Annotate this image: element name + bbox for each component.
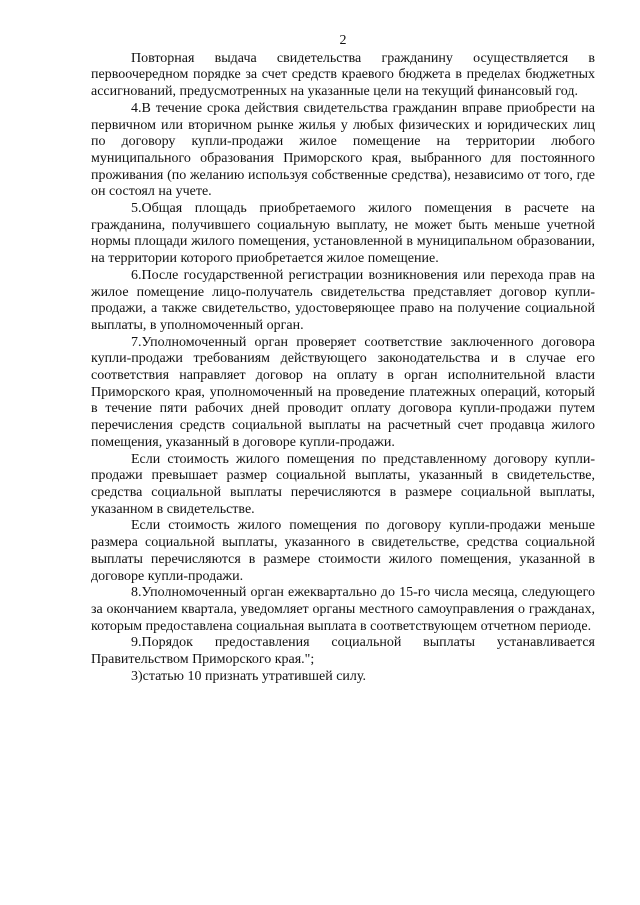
page-number: 2 — [339, 33, 347, 48]
paragraph-7-less: Если стоимость жилого помещения по договору купли-продажи меньше размера социальной выплаты, указанного в свидетельстве, средства социальной выплаты перечисляются в размере стоимости жилого помещения, указанной в договоре купли-продажи. — [91, 518, 595, 584]
paragraph-5: 5.Общая площадь приобретаемого жилого помещения в расчете на гражданина, получившего социальную выплату, не может быть меньше учетной нормы площади жилого помещения, установленной в муниципальном образовании, на территории которого приобретается жилое помещение. — [91, 201, 595, 267]
paragraph-7: 7.Уполномоченный орган проверяет соответствие заключенного договора купли-продажи требованиям действующего законодательства и в случае его соответствия направляет договор на оплату в орган исполнительной власти Приморского края, уполномоченный на проведение платежных операций, который в течение пяти рабочих дней проводит оплату договора купли-продажи путем перечисления средств социальной выплаты на расчетный счет продавца жилого помещения, указанный в договоре купли-продажи. — [91, 334, 595, 450]
paragraph-item-3: 3)статью 10 признать утратившей силу. — [131, 668, 366, 684]
paragraph-4: 4.В течение срока действия свидетельства гражданин вправе приобрести на первичном или вторичном рынке жилья у любых физических и юридических лиц по договору купли-продажи жилое помещение на территории любого муниципального образования Приморского края, выбранного для постоянного проживания (по желанию используя собственные средства), независимо от того, где он состоял на учете. — [91, 100, 595, 200]
paragraph-6: 6.После государственной регистрации возникновения или перехода прав на жилое помещение лицо-получатель свидетельства представляет договор купли-продажи, а также свидетельство, удостоверяющее право на получение социальной выплаты, в уполномоченный орган. — [91, 267, 595, 333]
paragraph-9: 9.Порядок предоставления социальной выплаты устанавливается Правительством Приморского края."; — [91, 635, 595, 668]
paragraph-8: 8.Уполномоченный орган ежеквартально до 15-го числа месяца, следующего за окончанием квартала, уведомляет органы местного самоуправления о гражданах, которым предоставлена социальная выплата в соответствующем отчетном периоде. — [91, 585, 595, 634]
paragraph-7-exceeds: Если стоимость жилого помещения по представленному договору купли-продажи превышает размер социальной выплаты, указанный в свидетельстве, средства социальной выплаты перечисляются в размере социальной выплаты, указанном в свидетельстве. — [91, 451, 595, 517]
paragraph-reissue: Повторная выдача свидетельства гражданину осуществляется в первоочередном порядке за счет средств краевого бюджета в пределах бюджетных ассигнований, предусмотренных на указанные цели на текущий финансовый год. — [91, 50, 595, 100]
